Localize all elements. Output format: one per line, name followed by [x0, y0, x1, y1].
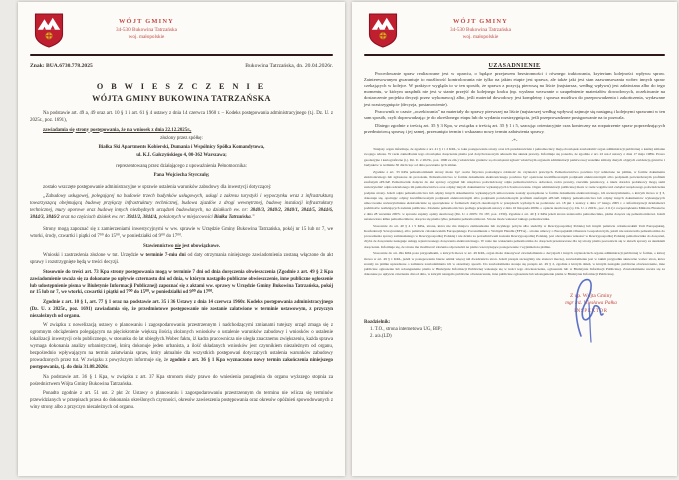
letterhead	[364, 9, 665, 49]
paragraph-requests: Wnioski i zastrzeżenia złożone w tut. Urzędzie w terminie 7-miu dni od daty otrzymania niniejszego zawiadomienia zostaną włączone do akt sprawy i rozstrzygnięte będą w treści decyzji.	[30, 253, 333, 266]
locality-name: Białka Tatrzańska	[214, 215, 251, 221]
distribution-item: 2. a/a.(LD)	[370, 334, 392, 340]
justification-title: UZASADNIENIE	[488, 63, 541, 69]
header-rule	[30, 54, 333, 56]
page-2	[352, 2, 677, 476]
reference-number: Znak: BUA.6730.778.2025	[30, 63, 93, 69]
distribution-item: 1. T.O., strona internetowa UG, BIP;	[370, 327, 442, 333]
representative-line: reprezentowaną przez działającego z upoważnienia Pełnomocnika:	[116, 163, 247, 169]
signature-block	[531, 292, 651, 315]
paragraph-ponaglenie: Na podstawie art. 36 § 1 Kpa, w związku z art. 37 Kpa stronom służy prawo do wniesienia ponaglenia do organu wyższego stopnia za pośrednictwem Wójta Gminy Bukowina Tatrzańska.	[30, 374, 333, 387]
new-deadline: zgodnie z art. 36 § 1 Kpa wyznaczono nowy termin zakończenia niniejszego postępowania, tj. do dnia 31.08.2026r.	[30, 358, 333, 371]
letterhead	[30, 9, 333, 49]
office-province: woj. małopolskie	[128, 33, 165, 40]
office-name: WÓJT GMINY	[452, 18, 508, 25]
signature-position: INSPEKTOR	[574, 308, 608, 314]
distribution-list-title: Rozdzielnik:	[364, 319, 391, 325]
fine-print-foreign-party: Stosownie do art. 40 § 4 i 5 KPA, strona, która nie ma miejsca zamieszkania lub zwykłego pobytu albo siedziby w Rzeczypospolitej Polskiej lub innym państwie członkowskim Unii Europejskiej, Konfederacji Szwajcarskiej, albo państwie członkowskim Europejskiego Porozumienia o Wolnym Handlu (EFTA) - stronie umowy o Europejskim Obszarze Gospodarczym, jeżeli nie ustanowiła pełnomocnika do prowadzenia sprawy zamieszkałego w Rzeczypospolitej Polskiej i nie działa za pośrednictwem konsula Rzeczypospolitej Polskiej, jest obowiązana wskazać w Rzeczypospolitej Polskiej pełnomocnika do doręczeń, chyba że doręczenie następuje usługą rejestrowanego doręczenia elektronicznego. W razie nie wskazania pełnomocnika do doręczeń przeznaczone dla tej strony pisma pozostawia się w aktach sprawy ze skutkiem doręczenia. Informuje się, że strona ma możliwość złożenia odpowiedzi na pismo wszczynające postępowanie i wyjaśnień na piśmie.	[364, 223, 665, 249]
signature-name: mgr inż. Wiesława Pałka	[565, 299, 617, 306]
plot-numbers: 3840/3, 3840/2, 3840/1, 3844/5, 3844/6, 3844/3, 3846/2	[30, 208, 334, 221]
representative-name: Pana Wojciecha Styrczulę;	[153, 172, 210, 178]
fine-print-public-notice: Stosownie do art. 49a KPA poza przypadkami, o których mowa w art. 49 KPA, organ może dokonywać zawiadomienia o decyzjach i innych czynnościach organu administracji publicznej w formie, o której mowa w art. 49 § 1 KPA, jeżeli w postępowaniu bierze udział więcej niż dwadzieścia stron. Jeżeli przepis szczególny nie stanowi inaczej, zawiadomienie jest w takim przypadku skuteczne wobec stron, które zostały na piśmie uprzedzone o zamiarze zawiadamiania ich w określony sposób. Do zawiadomienia stosuje się przepis art. 49 § 2, zgodnie z którym dzień, w którym nastąpiło publiczne obwieszczenie, inne publiczne ogłoszenie lub udostępnienie pisma w Biuletynie Informacji Publicznej wskazuje się w treści tego obwieszczenia, ogłoszenia lub w Biuletynie Informacji Publicznej. Zawiadomienie uważa się za dokonane po upływie czternastu dni od dnia, w którym nastąpiło publiczne obwieszczenie, inne publiczne ogłoszenie lub udostępnienie pisma w Biuletynie Informacji Publicznej.	[364, 251, 665, 277]
company-address: ul. K.I. Gałczyńskiego 4, 00-362 Warszawa;	[136, 152, 227, 158]
title-line-2: WÓJTA GMINY BUKOWINA TATRZAŃSKA	[92, 94, 271, 103]
paragraph-notice: zawiadamia się strony postępowania, że na wniosek z dnia 22.12.2025r.,	[43, 127, 192, 133]
paragraph-investment: „Zabudowy usługowej, polegającej na budowie trzech budynków usługowych, usługi z zakresu turystyki i wypoczynku wraz z infrastrukturą towarzyszącą obejmującą budowę przyłączy infrastruktury technicznej, budowa zjazdów z drogi wewnętrznej, budowę instalacji infrastruktury technicznej, mury oporowe oraz budowę innych niezbędnych urządzeń budowlanych, na działkach ew. nr: 3840/3, 3840/2, 3840/1, 3844/5, 3844/6, 3844/3, 3846/2 oraz na częściach działek ew. nr: 3941/2, 3844/4, położonych w miejscowości Białka Tatrzańska.”	[30, 194, 334, 221]
paragraph-submitted-by: złożony przez spółkę:	[160, 136, 203, 142]
paragraph-terms: Ponadto zgodnie z art. 51 ust. 2 pkt 2c Ustawy o planowaniu i zagospodarowaniu przestrzennym do terminu nie wlicza się terminów przewidzianych w przepisach prawa do dokonania określonych czynności, okresów zawieszenia postępowania oraz okresów opóźnień spowodowanych z winy strony albo z przyczyn niezależnych od organu.	[30, 391, 333, 411]
document-title	[30, 82, 333, 103]
distribution-list	[364, 319, 665, 341]
section-separator: -*-	[511, 139, 518, 145]
office-address: 34-530 Bukowina Tatrzańska	[116, 26, 177, 33]
coat-of-arms-icon	[368, 12, 398, 49]
place-date: Bukowina Tatrzańska, dn. 20.04.2026r.	[245, 63, 333, 69]
paragraph-worker: Pracownik w czasie „oczekiwania” na materiały do sprawy pierwszej na liście (najstarszej według wpływu) zajmuje się następną i kolejnymi sprawami w ten sam sposób, czyli doprowadzając je do określonego etapu lub do wydania rozstrzygnięcia, jeśli przeprowadzone postępowanie na to pozwala.	[364, 109, 665, 121]
paragraph-art10: Zgodnie z art. 10 § 1, art. 77 § 1 oraz na podstawie art. 35 i 36 Ustawy z dnia 14 czerwca 1960r. Kodeks postępowania administracyjnego (Dz. U. z 2025r., poz. 1691) zawiadamia się, że przedmiotowe postępowanie nie zostanie załatwione w terminie ustawowym, z przyczyn niezależnych od organu.	[30, 300, 333, 319]
fine-print	[364, 147, 665, 278]
paragraph-deadline-shift: Dlatego zgodnie z treścią art. 35 § 3 Kpa, w związku z treścią art. 35 § 1 i 5, szacując orientacyjnie czas konieczny na rozpatrzenie spraw poprzedzających przedmiotową sprawę i jej samej, przesunięto termin i wskazano nowy termin załatwienia sprawy.	[364, 122, 665, 134]
fine-print-attorney: Zgodnie z art. 33 KPA pełnomocnikiem strony może być osoba fizyczna posiadająca zdolność do czynności prawnych. Pełnomocnictwo powinno być udzielone na piśmie, w formie dokumentu elektronicznego lub zgłoszone do protokołu. Pełnomocnictwo w formie dokumentu elektronicznego powinno być opatrzone kwalifikowanym podpisem elektronicznym albo podpisem potwierdzonym profilem zaufanym ePUAP. Pełnomocnik dołącza do akt sprawy oryginał lub urzędowo poświadczony odpis pełnomocnictwa. Adwokat, radca prawny, rzecznik patentowy, a także doradca podatkowy mogą sami uwierzytelnić odpis udzielonego im pełnomocnictwa oraz odpisy innych dokumentów wykazujących ich umocowanie. Organ administracji publicznej może w razie wątpliwości zażądać urzędowego poświadczenia podpisu strony. Jeżeli odpis pełnomocnictwa lub odpisy innych dokumentów wykazujących umocowanie zostały sporządzone w formie dokumentu elektronicznego, ich uwierzytelnienia, o którym mowa w § 3, dokonuje się, opatrując odpisy kwalifikowanym podpisem elektronicznym albo podpisem potwierdzonym profilem zaufanym ePUAP. Odpisy pełnomocnictwa lub odpisy innych dokumentów wykazujących umocowanie uwierzytelniane elektronicznie są sporządzane w formatach danych określonych w przepisach wydanych na podstawie art. 18 pkt 1 ustawy z dnia 17 lutego 2005 r. o informatyzacji działalności podmiotów realizujących zadania publiczne. Złożenie pełnomocnictwa podlega przepisom ustawy z dnia 16 listopada 2006r. o opłacie skarbowej (t.j. Dz. U. z 2023r., poz. 2111) i rozporządzenia Ministra Finansów z dnia 28 września 2007r. w sprawie zapłaty opłaty skarbowej (Dz. U. z 2007r. Nr 187, poz. 1330). Zgodnie z art. 40 § 2 KPA jeżeli strona ustanowiła pełnomocnika, pisma doręcza się pełnomocnikowi. Jeżeli ustanowiono kilku pełnomocników, doręcza się pisma tylko jednemu pełnomocnikowi. Strona może wskazać takiego pełnomocnika.	[364, 169, 665, 221]
letterhead-text	[116, 18, 177, 41]
paragraph-art73: Stosownie do treści art. 73 Kpa strony postępowania mogą w terminie 7 dni od dnia doręczenia obwieszczenia (Zgodnie z art. 49 § 2 Kpa zawiadomienie uważa się za dokonane po upływie czternastu dni od dnia, w którym nastąpiło publiczne obwieszczenie, inne publiczne ogłoszenie lub udostępnienie pisma w Biuletynie Informacji Publicznej) zapoznać się z aktami ww. sprawy w Urzędzie Gminy Bukowina Tatrzańska, pokój nr 15 lub nr 7, we wtorki, czwartki i piątki od 7⁰⁰ do 15⁰⁰, w poniedziałki od 9⁰⁰ do 17⁰⁰.	[30, 269, 333, 296]
paragraph-delay-explanation: W związku z nowelizacją ustawy o planowaniu i zagospodarowaniu przestrzennym i nadchodzącymi zmianami tutejszy urząd zmaga się z ogromnym obciążeniem polegającym na pięciokrotnie większą ilością złożonych wniosków o ustalenie warunków zabudowy i wniosków o ustalenie lokalizacji inwestycji celu publicznego, w stosunku do lat ubiegłych.Wobec faktu, iż kadra pracownicza nie uległa znacznemu zwiększeniu, każda sprawa wymaga dokonania analizy urbanistycznej, którą dokonuje jeden urbanista, a ilość składanych wniosków jest czynnikiem niezależnym od organu, bezpośrednio wpływającym na termin załatwiania spraw, który aktualnie dla wszystkich postępowań dotyczących ustalenia warunków zabudowy prowadzonych przez tut. W związku z powyższym informuje się, że zgodnie z art. 36 § 1 Kpa wyznaczono nowy termin zakończenia niniejszego postępowania, tj. do dnia 31.08.2026r.	[30, 323, 333, 371]
fine-print-address-obligation: Tutejszy organ informuje, że zgodnie z art. 41 § 1 i 2 KPA, w toku postępowania strony oraz ich przedstawiciele i pełnomocnicy mają obowiązek zawiadomić organ administracji publicznej o każdej zmianie swojego adresu. W razie zaniedbania tego obowiązku doręczenie pisma pod dotychczasowym adresem ma skutek prawny. Informuje się ponadto, że zgodnie z art. 22 ust.2 ustawy z dnia 17 maja 1989r. Prawo geodezyjne i kartograficzne (t.j. Dz. U. z 2023r., poz. 1990 ze zm.) właściciele gruntów są obowiązani zgłosić właściwym organom administracji państwowej wszelkie zmiany danych objętych ewidencją gruntów i budynków w terminie 30 dni licząc od dnia powstania tych zmian.	[364, 147, 665, 167]
page-1	[18, 2, 345, 476]
office-province: woj. małopolskie	[462, 33, 499, 40]
signature-authority: Z up. Wójta Gminy	[569, 292, 613, 299]
header-rule	[364, 54, 665, 56]
coat-of-arms-icon	[34, 12, 64, 49]
office-name: WÓJT GMINY	[118, 18, 174, 25]
paragraph-procedure: Procedowanie spraw realizowane jest w oparciu, o będące przejawem bezstronności i równego traktowania, kryterium kolejności wpływu spraw. Zainteresowanym gwarantuje to możliwość kontrolowania nie tylko na jakim etapie jest sprawa, ale także jaki jest stan zaawansowania wobec innych spraw czekających w kolejce. W praktyce wygląda to w ten sposób, że sprawa z pozycją pierwszą na liście (najstarsza, według wpływu) jest załatwiana albo do tego momentu, w którym urzędnik nie jest w stanie przejść do kolejnego kroku (np. wysłano wezwanie o uzupełnienie materiałów dowodowych, oczekiwanie na dostarczenie projektu decyzji przez wykonawcę) albo, jeśli materiał dowodowy jest kompletny i sprawa możliwa do przeprowadzenia i zakończenia, wydawane jest rozstrzygnięcie (decyzja, postanowienie).	[364, 71, 665, 107]
title-line-1: O B W I E S Z C Z E N I E	[96, 82, 267, 91]
page1-body	[30, 111, 333, 412]
paragraph-attendance: Stawiennictwo nie jest obowiązkowe.	[143, 243, 220, 249]
letterhead-text	[450, 18, 511, 41]
company-name: Białka Ski Apartments Kobierski, Dumania i Wspólnicy Spółka Komandytowa,	[98, 145, 265, 151]
paragraph-inspection: Strony mogą zapoznać się z zamierzeniami inwestycyjnymi w ww. sprawie w Urzędzie Gminy Bukowina Tatrzańska, pokój nr 15 lub nr 7, we wtorki, środy, czwartki i piątki od 7⁰⁰ do 15⁰⁰, w poniedziałki od 9⁰⁰ do 17⁰⁰.	[30, 227, 333, 240]
plot-numbers-partial: 3941/2, 3844/4,	[126, 215, 158, 221]
justification-body	[364, 71, 665, 135]
reference-row	[30, 63, 333, 69]
paragraph-initiated: zostało wszczęte postępowanie administracyjne w sprawie ustalenia warunków zabudowy dla inwestycji dotyczącej:	[43, 184, 272, 190]
office-address: 34-530 Bukowina Tatrzańska	[450, 26, 511, 33]
paragraph-legal-basis: Na podstawie art. 49 a, 49 oraz art. 10 § 1 i art. 61 § 4 ustawy z dnia 14 czerwca 1960 r. – Kodeks postępowania administracyjnego (t.j. Dz. U. z 2025r., poz. 1691),	[30, 111, 333, 123]
